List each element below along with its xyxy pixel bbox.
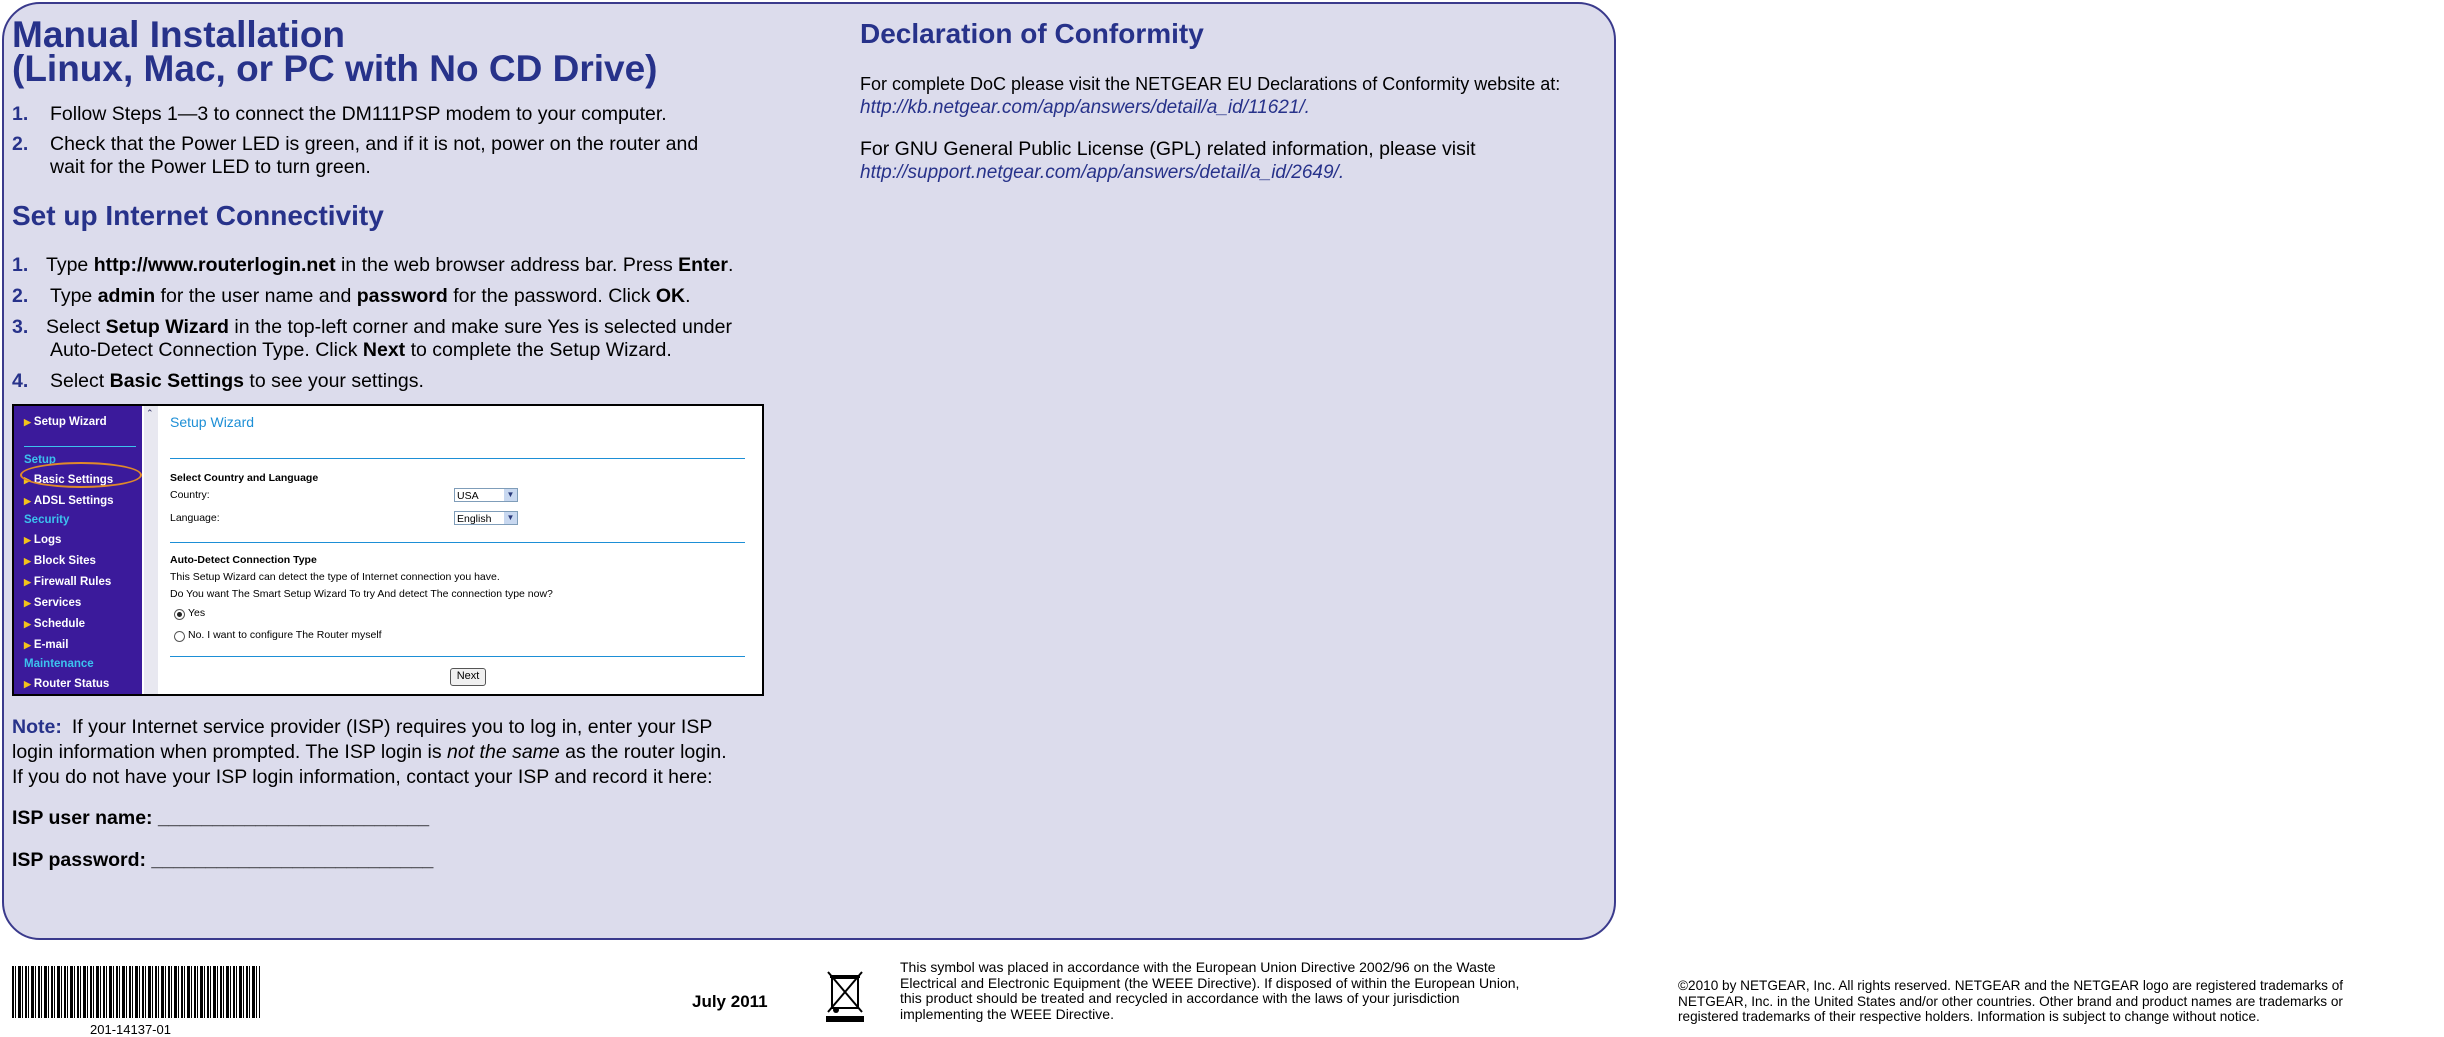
nav-section-setup: Setup	[24, 454, 56, 466]
radio-no[interactable]	[174, 631, 185, 642]
next-button[interactable]: Next	[450, 668, 486, 686]
radio-yes-label: Yes	[188, 607, 206, 619]
doc-link[interactable]: http://kb.netgear.com/app/answers/detail/a_id/11621/.	[860, 97, 1310, 118]
autodetect-question: Do You want The Smart Setup Wizard To try And detect The connection type now?	[170, 588, 553, 600]
connect-step-4: 4. Select Basic Settings to see your settings.	[12, 370, 424, 392]
install-step-1: 1. Follow Steps 1—3 to connect the DM111PSP modem to your computer.	[12, 103, 667, 125]
nav-schedule[interactable]: ▶ Schedule	[24, 618, 86, 630]
divider-3	[170, 656, 745, 657]
highlight-circle	[20, 462, 142, 488]
note-line-3: If you do not have your ISP login information, contact your ISP and record it here:	[12, 766, 713, 788]
language-select[interactable]: English ▼	[454, 511, 518, 525]
autodetect-heading: Auto-Detect Connection Type	[170, 554, 317, 566]
gpl-text: For GNU General Public License (GPL) related information, please visit	[860, 138, 1476, 160]
isp-password-field[interactable]: ISP password: __________________________	[12, 849, 434, 871]
divider-1	[170, 458, 745, 459]
nav-services[interactable]: ▶ Services	[24, 597, 82, 609]
note-line-2: login information when prompted. The ISP login is not the same as the router login.	[12, 741, 727, 763]
doc-title: Declaration of Conformity	[860, 18, 1204, 49]
barcode	[12, 966, 260, 1018]
weee-notice: This symbol was placed in accordance with the European Union Directive 2002/96 on the Waste Electrical and Electronic Equipment (the WEEE Directive). If disposed of within the European Union, this product should be treated and recycled in accordance with the laws of your jurisdiction implementing the WEEE Directive.	[900, 959, 1520, 1022]
connect-step-2: 2. Type admin for the user name and password for the password. Click OK.	[12, 285, 691, 307]
connect-step-3-cont: Auto-Detect Connection Type. Click Next to complete the Setup Wizard.	[50, 339, 672, 361]
nav-setup-wizard[interactable]: ▶ Setup Wizard	[24, 416, 107, 428]
nav-firewall-rules[interactable]: ▶ Firewall Rules	[24, 576, 112, 588]
install-step-2: 2. Check that the Power LED is green, and if it is not, power on the router and	[12, 133, 699, 155]
scrollbar[interactable]	[144, 406, 158, 694]
nav-logs[interactable]: ▶ Logs	[24, 534, 62, 546]
nav-basic-settings[interactable]: ▶ Basic Settings	[24, 474, 114, 486]
page-title: Manual Installation (Linux, Mac, or PC with No CD Drive)	[12, 14, 658, 89]
isp-user-name-field[interactable]: ISP user name: _________________________	[12, 807, 430, 829]
radio-no-label: No. I want to configure The Router myself	[188, 629, 382, 641]
note-line-1: Note: If your Internet service provider (ISP) requires you to log in, enter your ISP	[12, 716, 713, 738]
nav-adsl-settings[interactable]: ▶ ADSL Settings	[24, 495, 114, 507]
connect-step-1: 1. Type http://www.routerlogin.net in the web browser address bar. Press Enter.	[12, 254, 734, 276]
nav-email[interactable]: ▶ E-mail	[24, 639, 69, 651]
chevron-down-icon: ▼	[504, 512, 517, 524]
nav-divider	[24, 446, 136, 447]
nav-section-security: Security	[24, 514, 70, 526]
scroll-up-icon[interactable]: ⌃	[146, 408, 154, 418]
autodetect-description: This Setup Wizard can detect the type of Internet connection you have.	[170, 571, 500, 583]
country-select[interactable]: USA ▼	[454, 488, 518, 502]
language-label: Language:	[170, 512, 220, 524]
publish-date: July 2011	[692, 992, 768, 1011]
nav-router-status[interactable]: ▶ Router Status	[24, 678, 110, 690]
install-step-2-cont: wait for the Power LED to turn green.	[50, 156, 371, 178]
barcode-number: 201-14137-01	[90, 1022, 171, 1037]
divider-2	[170, 542, 745, 543]
country-label: Country:	[170, 489, 210, 501]
wizard-title: Setup Wizard	[170, 414, 255, 430]
router-nav	[14, 406, 142, 694]
chevron-down-icon: ▼	[504, 489, 517, 501]
gpl-link[interactable]: http://support.netgear.com/app/answers/detail/a_id/2649/.	[860, 162, 1345, 183]
copyright-notice: ©2010 by NETGEAR, Inc. All rights reserved. NETGEAR and the NETGEAR logo are registered trademarks of NETGEAR, Inc. in the United States and/or other countries. Other brand and product names are trademarks or registered trademarks of their respective holders. Information is subject to change without notice.	[1678, 978, 2344, 1024]
country-language-heading: Select Country and Language	[170, 472, 319, 484]
connect-step-3: 3. Select Setup Wizard in the top-left corner and make sure Yes is selected under	[12, 316, 732, 338]
radio-yes[interactable]	[174, 609, 185, 620]
nav-section-maintenance: Maintenance	[24, 658, 94, 670]
weee-bin-icon	[824, 970, 866, 1024]
nav-block-sites[interactable]: ▶ Block Sites	[24, 555, 96, 567]
section-title: Set up Internet Connectivity	[12, 200, 384, 231]
router-ui-screenshot	[12, 404, 764, 696]
doc-text: For complete DoC please visit the NETGEAR EU Declarations of Conformity website at:	[860, 74, 1561, 94]
